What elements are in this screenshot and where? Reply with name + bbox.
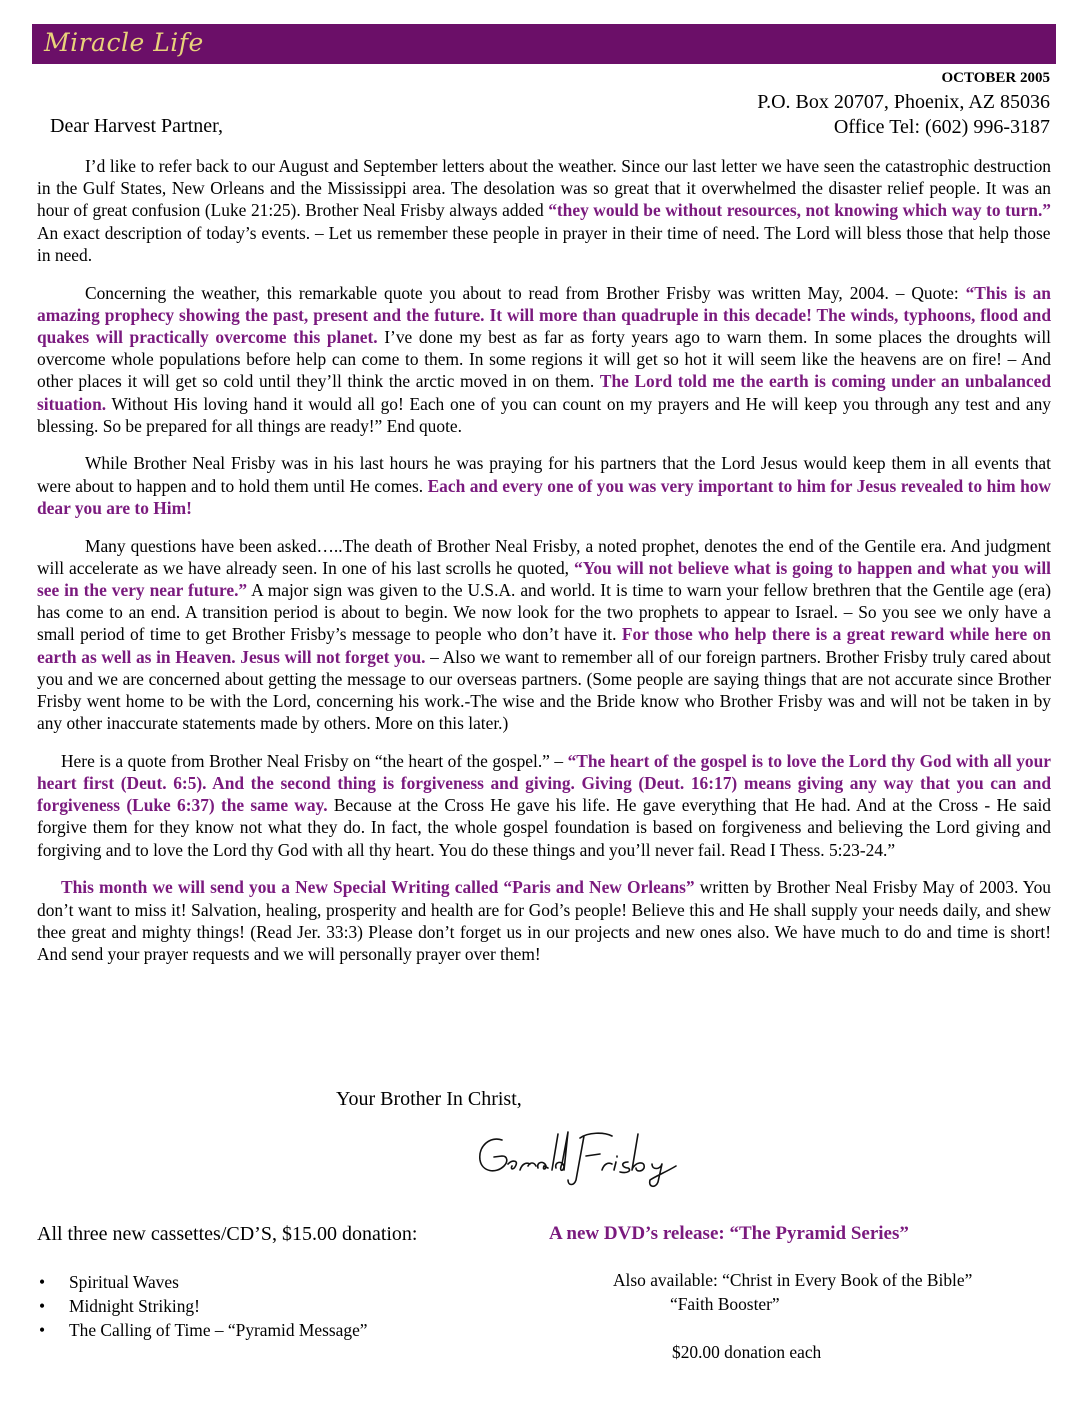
highlighted-quote: Each and every one of you was very important to him for Jesus revealed to him how dear you are to Him! bbox=[37, 475, 1051, 518]
list-item: • Midnight Striking! bbox=[37, 1294, 368, 1318]
highlighted-quote: “they would be without resources, not knowing which way to turn.” bbox=[548, 200, 1051, 221]
paragraph-text: Because at the Cross He gave his life. He gave everything that He had. And at the Cross - He said forgive them for they know not what they do. In fact, the whole gospel foundation is based on forgiveness and believing the Lord giving and forgiving and to love the Lord thy God with all thy heart. You do these things and you’ll never fail. Read I Thess. 5:23-24.” bbox=[37, 795, 1052, 860]
paragraph-text: – Also we want to remember all of our foreign partners. Brother Frisby truly cared about you and we are concerned about getting the message to our overseas partners. (Some people are saying things that are not accurate since Brother Frisby went home to be with the Lord, concerning his work.-The wise and the Bride know who Brother Frisby was and will not be taken in by any other inaccurate statements made by others. More on this later.) bbox=[37, 646, 1051, 734]
mailing-address: P.O. Box 20707, Phoenix, AZ 85036 bbox=[757, 91, 1050, 113]
paragraph-text: Many questions have been asked…..The death of Brother Neal Frisby, a noted prophet, denotes the end of the Gentile era. And judgment will accelerate as we have already seen. In one of his last scrolls he quoted, bbox=[37, 535, 1051, 578]
office-phone: Office Tel: (602) 996-3187 bbox=[833, 116, 1050, 138]
paragraph bbox=[37, 876, 1051, 965]
paragraph-text: I’d like to refer back to our August and September letters about the weather. Since our last letter we have seen the catastrophic destruction in the Gulf States, New Orleans and the Mississippi area. The desolation was so great that it overwhelmed the disaster relief people. It was an hour of great confusion (Luke 21:25). Brother Neal Frisby always added bbox=[37, 156, 1051, 221]
paragraph-text: While Brother Neal Frisby was in his last hours he was praying for his partners that the Lord Jesus would keep them in all events that were about to happen and to hold them until He comes. bbox=[37, 453, 1051, 496]
paragraph bbox=[37, 452, 1051, 519]
highlighted-quote: “The heart of the gospel is to love the Lord thy God with all your heart first (Deut. 6:5). And the second thing is forgiveness and giving. Giving (Deut. 16:17) means giving any way that you can and forgiveness (Luke 6:37) the same way. bbox=[37, 750, 1051, 816]
paragraph bbox=[37, 535, 1051, 735]
highlighted-quote: The Lord told me the earth is coming under an unbalanced situation. bbox=[37, 371, 1051, 414]
signature bbox=[472, 1126, 690, 1192]
list-item: • Spiritual Waves bbox=[37, 1270, 368, 1294]
dvd-price: $20.00 donation each bbox=[672, 1342, 822, 1362]
also-available: Also available: “Christ in Every Book of the Bible” bbox=[613, 1270, 973, 1290]
paragraph bbox=[37, 750, 1051, 861]
paragraph-text: An exact description of today’s events. – Let us remember these people in prayer in their time of need. The Lord will bless those that help those in need. bbox=[37, 222, 1051, 265]
highlighted-quote: “This is an amazing prophecy showing the past, present and the future. It will more than quadruple in this decade! The winds, typhoons, flood and quakes will practically overcome this planet. bbox=[37, 282, 1051, 347]
paragraph-text: Concerning the weather, this remarkable quote you about to read from Brother Frisby was written May, 2004. – Quote: bbox=[85, 282, 966, 303]
paragraph-text: I’ve done my best as far as forty years ago to warn them. In some places the droughts will overcome whole populations before help can come to them. In some regions it will get so hot it will seem like the heavens are on fire! – And other places it will get so cold until they’ll think the arctic moved in on them. bbox=[37, 326, 1051, 392]
paragraph bbox=[37, 155, 1051, 266]
also-available-item: “Faith Booster” bbox=[670, 1294, 780, 1314]
header-banner bbox=[32, 24, 1056, 64]
salutation: Dear Harvest Partner, bbox=[50, 115, 224, 137]
cassette-list bbox=[37, 1270, 368, 1342]
highlighted-quote: For those who help there is a great reward while here on earth as well as in Heaven. Jesus will not forget you. bbox=[37, 624, 1051, 667]
highlighted-quote: “You will not believe what is going to happen and what you will see in the very near future.” bbox=[37, 557, 1051, 600]
paragraph-text: Without His loving hand it would all go! Each one of you can count on my prayers and He will keep you through any test and any blessing. So be prepared for all things are ready!” End quote. bbox=[37, 393, 1051, 436]
highlighted-quote: This month we will send you a New Special Writing called “Paris and New Orleans” bbox=[61, 877, 695, 898]
cassettes-offer-heading: All three new cassettes/CD’S, $15.00 donation: bbox=[37, 1223, 418, 1245]
paragraph-text: A major sign was given to the U.S.A. and world. It is time to warn your fellow brethren that the Gentile age (era) has come to an end. A transition period is about to begin. We now look for the two prophets to appear to Israel. – So you see we only have a small period of time to get Brother Frisby’s message to people who don’t have it. bbox=[37, 579, 1051, 645]
newsletter-title: Miracle Life bbox=[44, 28, 204, 57]
contact-block bbox=[757, 90, 1050, 140]
paragraph bbox=[37, 282, 1051, 437]
dvd-release-heading: A new DVD’s release: “The Pyramid Series” bbox=[549, 1223, 909, 1244]
letter-date: OCTOBER 2005 bbox=[941, 70, 1050, 86]
closing: Your Brother In Christ, bbox=[336, 1088, 522, 1110]
paragraph-text: written by Brother Neal Frisby May of 2003. You don’t want to miss it! Salvation, healing, prosperity and health are for God’s people! Believe this and He shall supply your needs daily, and shew thee great and mighty things! (Read Jer. 33:3) Please don’t forget us in our projects and new ones also. We have much to do and time is short! And send your prayer requests and we will personally prayer over them! bbox=[37, 877, 1051, 964]
paragraph-text: Here is a quote from Brother Neal Frisby on “the heart of the gospel.” – bbox=[61, 750, 568, 771]
list-item: • The Calling of Time – “Pyramid Message” bbox=[37, 1318, 368, 1342]
letter-body bbox=[37, 155, 1051, 981]
